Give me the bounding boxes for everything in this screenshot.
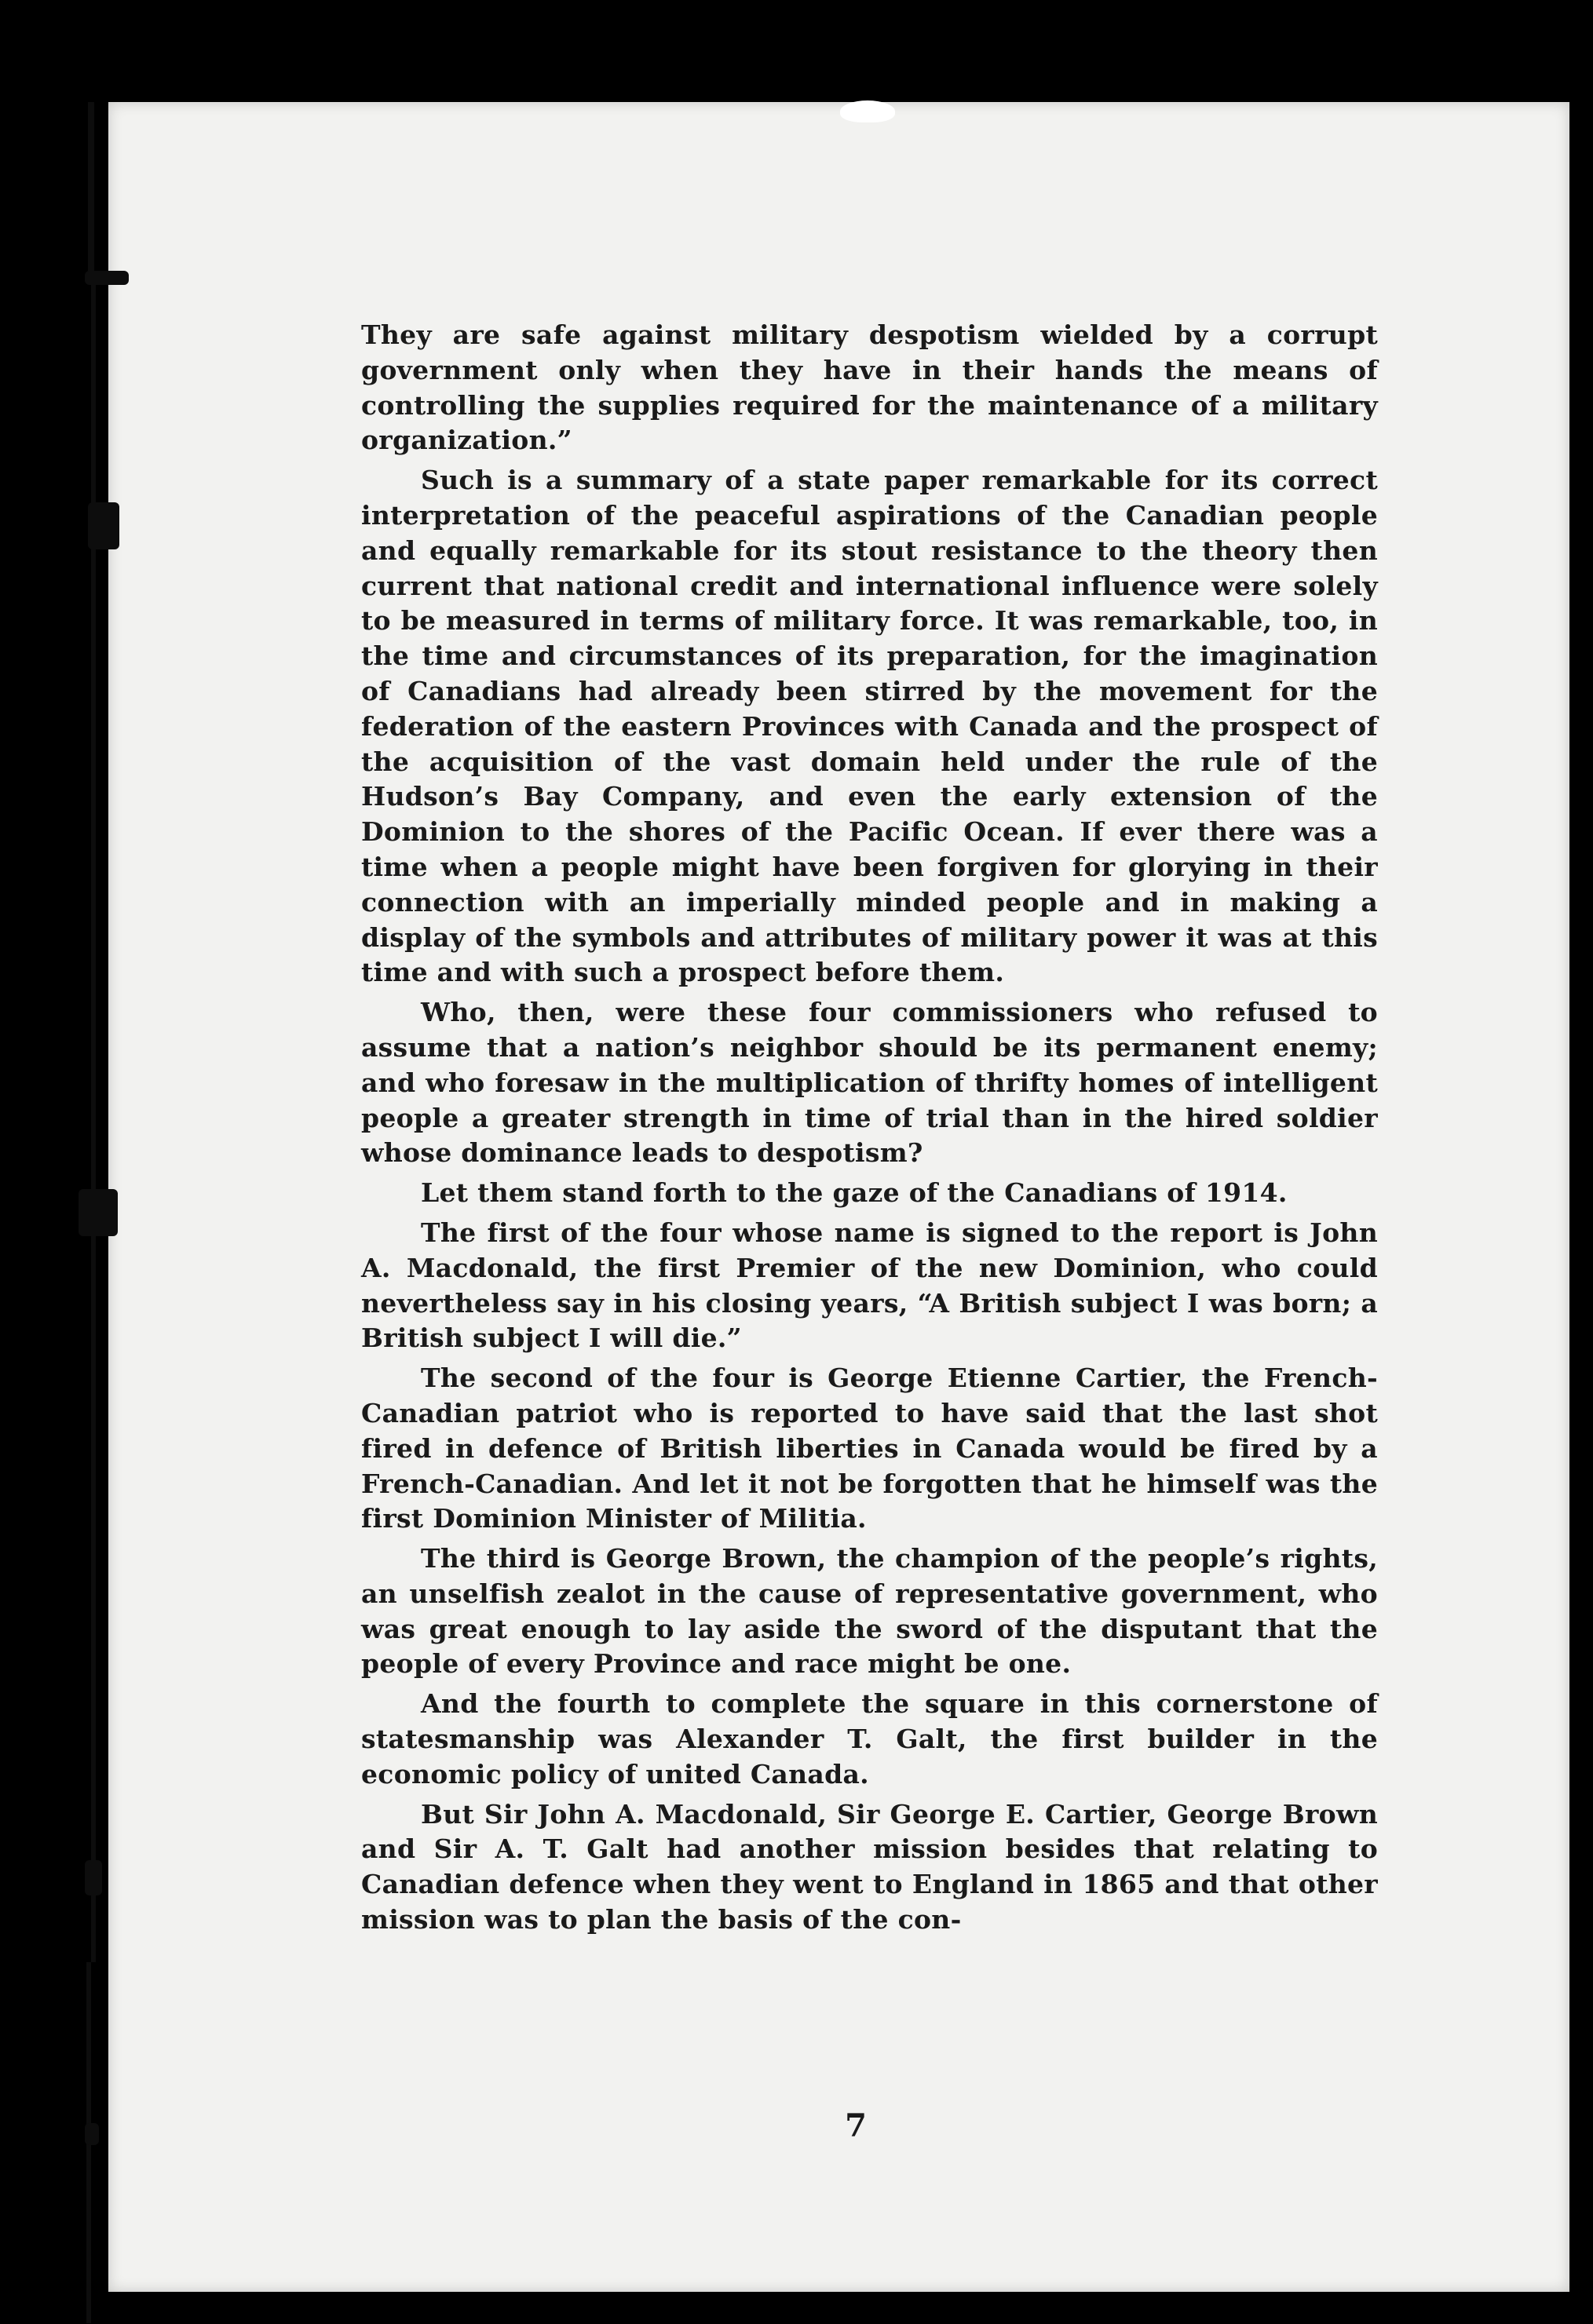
binding-mark-bottom [85, 2123, 99, 2145]
binding-mark-lower [85, 1860, 102, 1895]
paragraph: The first of the four whose name is signed to the report is John A. Macdonald, the first Premier of the new Dominion, who could nevertheless say in his closing years, “A British subject I was born; a British subject I will die.” [361, 1217, 1378, 1354]
paragraph: And the fourth to complete the square in this cornerstone of statesmanship was Alexander T. Galt, the first builder in the economic policy of united Canada. [361, 1688, 1378, 1790]
paragraph: Such is a summary of a state paper remarkable for its correct interpretation of the peaceful aspirations of the Canadian people and equally remarkable for its stout resistance to the theory then current that national credit and international influence were solely to be measured in terms of military force. It was remarkable, too, in the time and circumstances of its preparation, for the imagination of Canadians had already been stirred by the movement for the federation of the eastern Provinces with Canada and the prospect of the acquisition of the vast domain held under the rule of the Hudson’s Bay Company, and even the early extension of the Dominion to the shores of the Pacific Ocean. If ever there was a time when a people might have been forgiven for glorying in their connection with an imperially minded people and in making a display of the symbols and attributes of military power it was at this time and with such a prospect before them. [361, 465, 1378, 988]
paragraph: Let them stand forth to the gaze of the Canadians of 1914. [421, 1177, 1288, 1209]
paragraph: But Sir John A. Macdonald, Sir George E. Cartier, George Brown and Sir A. T. Galt had another mission besides that relating to Canadian defence when they went to England in 1865 and that other mission was to plan the basis of the con- [361, 1798, 1378, 1935]
body-text [361, 318, 1378, 1943]
binding-mark-upper [88, 502, 119, 549]
paragraph: The second of the four is George Etienne Cartier, the French-Canadian patriot who is reported to have said that the last shot fired in defence of British liberties in Canada would be fired by a French-Canadian. And let it not be forgotten that he himself was the first Dominion Minister of Militia. [361, 1363, 1378, 1534]
page-number: 7 [845, 2107, 867, 2144]
paragraph: They are safe against military despotism wielded by a corrupt government only when they have in their hands the means of controlling the supplies required for the maintenance of a military organization.” [361, 319, 1378, 456]
paper-tear [840, 100, 895, 122]
binding-mark-top [85, 271, 129, 285]
paragraph: The third is George Brown, the champion of the people’s rights, an unselfish zealot in the cause of representative government, who was great enough to lay aside the sword of the disputant that the people of every Province and race might be one. [361, 1543, 1378, 1680]
binding-mark-middle [79, 1189, 118, 1236]
paragraph: Who, then, were these four commissioners who refused to assume that a nation’s neighbor should be its permanent enemy; and who foresaw in the multiplication of thrifty homes of intelligent people a greater strength in time of trial than in the hired soldier whose dominance leads to despotism? [361, 997, 1378, 1169]
binding-rule-upper [88, 102, 94, 283]
